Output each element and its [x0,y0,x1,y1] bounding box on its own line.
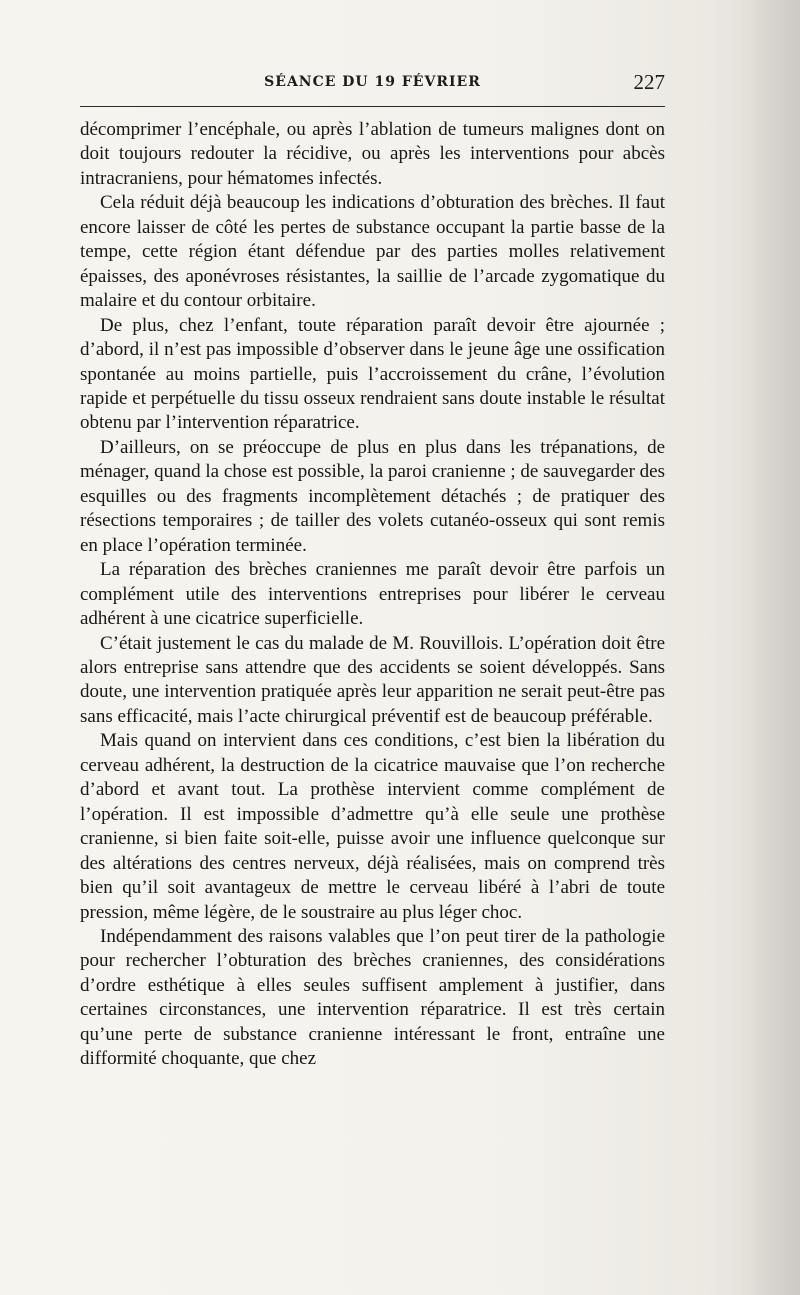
paragraph: De plus, chez l’enfant, toute réparation paraît devoir être ajournée ; d’abord, il n’est pas impossible d’observer dans le jeune âge une ossification spontanée au moins partielle, puis l’accroissement du crâne, l’évolution rapide et perpétuelle du tissu osseux rendraient sans doute instable le résultat obtenu par l’intervention réparatrice. [80,314,665,434]
paragraph: Indépendamment des raisons valables que l’on peut tirer de la pathologie pour rechercher l’obturation des brèches craniennes, des considérations d’ordre esthétique à elles seules suffisent amplement à justifier, dans certaines circonstances, une intervention réparatrice. Il est très certain qu’une perte de substance cranienne intéressant le front, entraîne une difformité choquante, que chez [80,925,665,1070]
paragraph: C’était justement le cas du malade de M. Rouvillois. L’opération doit être alors entreprise sans attendre que des accidents se soient développés. Sans doute, une intervention pratiquée après leur apparition ne serait peut-être pas sans efficacité, mais l’acte chirurgical préventif est de beaucoup préférable. [80,632,665,727]
page-edge-shadow [740,0,800,1295]
paragraph: La réparation des brèches craniennes me paraît devoir être parfois un complément utile des interventions entreprises pour libérer le cerveau adhérent à une cicatrice superficielle. [80,559,665,630]
paragraph: D’ailleurs, on se préoccupe de plus en plus dans les trépanations, de ménager, quand la chose est possible, la paroi cranienne ; de sauvegarder des esquilles ou des fragments incomplètement détachés ; de pratiquer des résections temporaires ; de tailler des volets cutanéo-osseux qui sont remis en place l’opération terminée. [80,436,665,556]
running-head [80,70,665,100]
page-number: 227 [633,70,665,94]
header-rule [80,106,665,107]
paragraph-continued: décomprimer l’encéphale, ou après l’ablation de tumeurs malignes dont on doit toujours redouter la récidive, ou après les interventions pour abcès intracraniens, pour hématomes infectés. [80,119,665,189]
paragraph: Cela réduit déjà beaucoup les indications d’obturation des brèches. Il faut encore laisser de côté les pertes de substance occupant la partie basse de la tempe, cette région étant défendue par des parties molles relativement épaisses, des aponévroses résistantes, la saillie de l’arcade zygomatique du malaire et du contour orbitaire. [80,192,665,312]
paragraph: Mais quand on intervient dans ces conditions, c’est bien la libération du cerveau adhérent, la destruction de la cicatrice mauvaise que l’on recherche d’abord et avant tout. La prothèse intervient comme complément de l’opération. Il est impossible d’admettre qu’à elle seule une prothèse cranienne, si bien faite soit-elle, puisse avoir une influence quelconque sur des altérations des centres nerveux, déjà réalisées, mais on comprend très bien qu’il soit avantageux de mettre le cerveau libéré à l’abri de toute pression, même légère, de le soustraire au plus léger choc. [80,730,665,923]
body-text [80,118,665,1072]
running-title: SÉANCE DU 19 FÉVRIER [264,74,481,90]
